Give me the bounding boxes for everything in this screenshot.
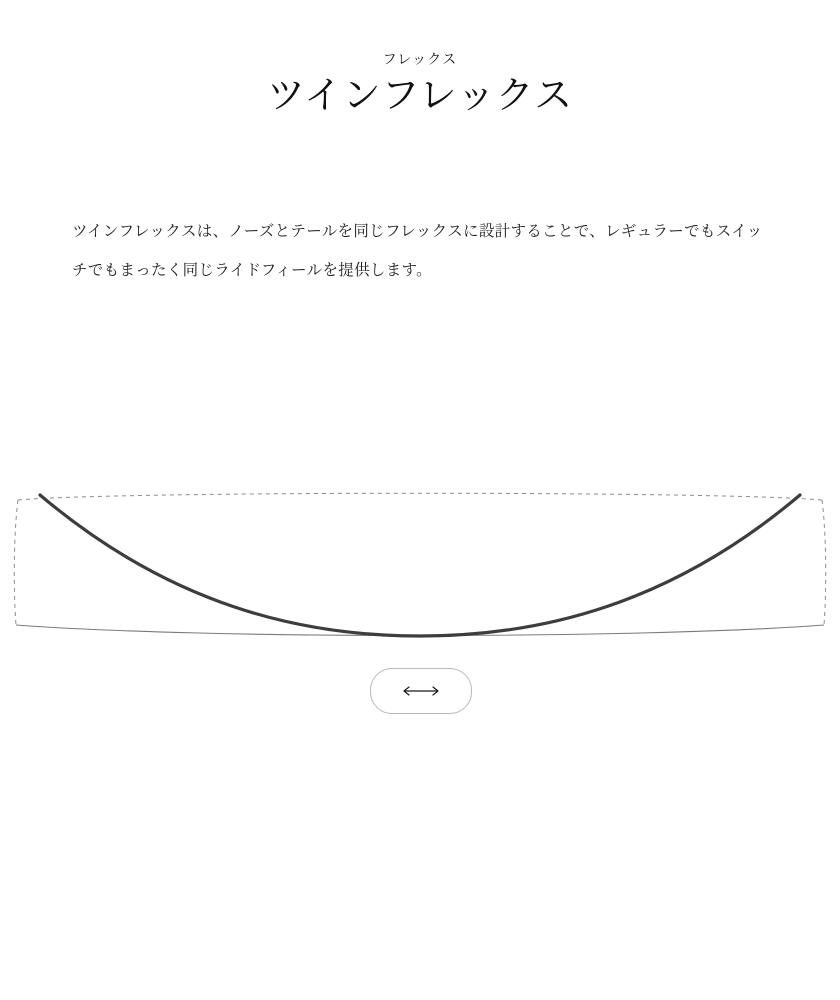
heading-block [0, 52, 840, 118]
flex-direction-badge[interactable] [370, 668, 472, 714]
description-text: ツインフレックスは、ノーズとテールを同じフレックスに設計することで、レギュラーでもスイッチでもまったく同じライドフィールを提供します。 [72, 222, 763, 280]
page-title-ruby: フレックス [382, 51, 458, 67]
flex-curve [40, 495, 800, 636]
board-outline-dashed [14, 493, 825, 625]
page-title: ツインフレックス [267, 75, 573, 117]
baseline [16, 625, 824, 636]
double-arrow-horizontal-icon [396, 684, 446, 698]
